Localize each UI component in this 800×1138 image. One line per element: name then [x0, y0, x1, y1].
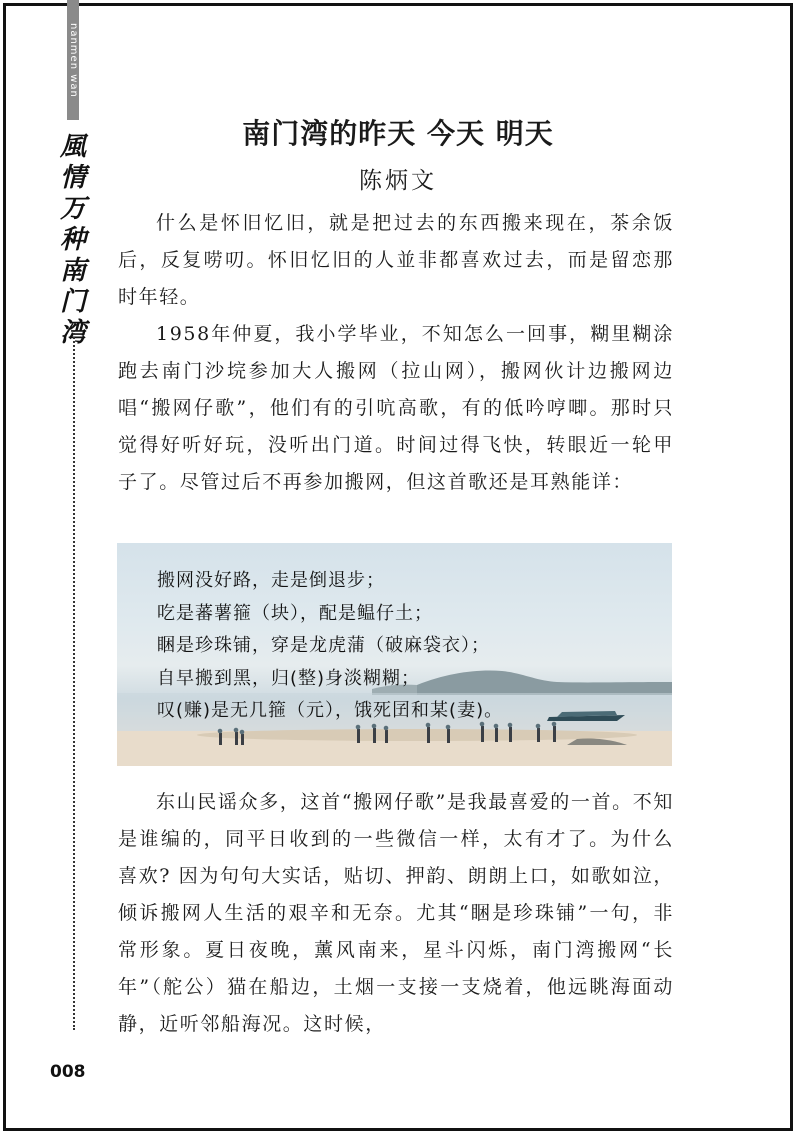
- side-title-char: 湾: [59, 318, 86, 348]
- article-author: 陈炳文: [359, 168, 437, 194]
- poem-line: 叹(赚)是无几箍（元），饿死囝和某(妻)。: [157, 700, 504, 721]
- poem-line: 自早搬到黑，归(整)身淡糊糊；: [157, 667, 421, 689]
- side-title-char: 風: [59, 132, 86, 162]
- side-title-char: 南: [59, 256, 86, 286]
- beach-photo-with-poem: [117, 543, 672, 766]
- body-paragraph: 东山民谣众多，这首“搬网仔歌”是我最喜爱的一首。不知是谁编的，同平日收到的一些微信一样，太有才了。为什么喜欢? 因为句句大实话，贴切、押韵、朗朗上口，如歌如泣，倾诉搬网人生活的艰辛和无奈。尤其“睏是珍珠铺”一句，非常形象。夏日夜晚，薰风南来，星斗闪烁，南门湾搬网“长年”（舵公）猫在船边，土烟一支接一支烧着，他远眺海面动静，近听邻船海况。这时候，: [118, 791, 674, 1035]
- article-body-top: [118, 205, 674, 501]
- poem-line: 吃是蕃薯箍（块），配是鳁仔土；: [157, 602, 433, 624]
- poem-line: 睏是珍珠铺，穿是龙虎蒲（破麻袋衣）；: [157, 635, 490, 656]
- side-roman-label: nanmen wan: [68, 22, 79, 98]
- article-title: 南门湾的昨天 今天 明天: [242, 117, 554, 150]
- poem-line: 搬网没好路，走是倒退步；: [157, 570, 385, 591]
- side-column-title: [58, 132, 88, 349]
- body-paragraph: 什么是怀旧忆旧，就是把过去的东西搬来现在，茶余饭后，反复唠叨。怀旧忆旧的人並非都喜欢过去，而是留恋那时年轻。: [118, 212, 674, 308]
- article-body-bottom: [118, 784, 674, 1043]
- side-dotted-rule: [73, 330, 75, 1030]
- page-number: 008: [50, 1062, 86, 1082]
- side-title-char: 种: [59, 225, 86, 255]
- side-title-char: 门: [59, 287, 86, 317]
- poem-block: [157, 565, 503, 728]
- body-paragraph: 1958年仲夏，我小学毕业，不知怎么一回事，糊里糊涂跑去南门沙垸参加大人搬网（拉山网），搬网伙计边搬网边唱“搬网仔歌”，他们有的引吭高歌，有的低吟哼唧。那时只觉得好听好玩，没听出门道。时间过得飞快，转眼近一轮甲子了。尽管过后不再参加搬网，但这首歌还是耳熟能详：: [118, 323, 674, 493]
- side-title-char: 情: [59, 163, 86, 193]
- side-title-char: 万: [59, 194, 86, 224]
